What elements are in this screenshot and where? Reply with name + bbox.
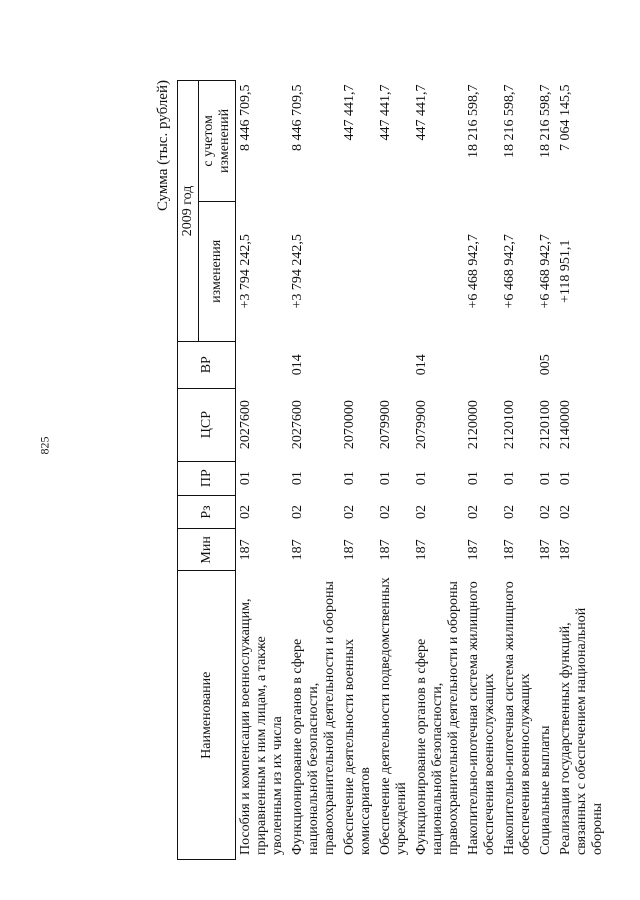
cell-min: 187 (466, 539, 481, 561)
header-pr: ПР (178, 461, 236, 495)
page-number: 825 (37, 436, 52, 455)
cell-csr: 2027600 (238, 400, 253, 450)
cell-min: 187 (342, 539, 357, 561)
cell-min: 187 (502, 539, 517, 561)
header-with-changes: с учетом изменений (199, 81, 236, 202)
cell-change (340, 201, 376, 341)
cell-total: 18 216 598,7 (502, 84, 517, 158)
cell-csr: 2120100 (538, 400, 553, 450)
table-row (376, 81, 412, 860)
budget-table (177, 80, 608, 860)
cell-name: Накопительно-ипотечная система жилищного обеспечения военнослужащих (502, 581, 533, 855)
cell-total: 7 064 145,5 (558, 84, 573, 151)
cell-pr: 01 (238, 471, 253, 486)
cell-rz: 02 (466, 504, 481, 519)
cell-pr: 01 (538, 471, 553, 486)
table-row (500, 81, 536, 860)
header-changes: изменения (199, 201, 236, 341)
cell-pr: 01 (502, 471, 517, 486)
cell-pr: 01 (414, 471, 429, 486)
cell-rz: 02 (290, 504, 305, 519)
cell-csr: 2120100 (502, 400, 517, 450)
cell-pr: 01 (290, 471, 305, 486)
cell-pr: 01 (342, 471, 357, 486)
cell-vr (376, 341, 412, 388)
amount-caption: Сумма (тыс. рублей) (155, 80, 171, 212)
cell-rz: 02 (342, 504, 357, 519)
table-row (536, 81, 556, 860)
header-csr: ЦСР (178, 388, 236, 461)
cell-name: Обеспечение деятельности военных комиссариатов (342, 638, 373, 855)
cell-csr: 2120000 (466, 400, 481, 450)
cell-change: +6 468 942,7 (502, 234, 517, 309)
cell-name: Функционирование органов в сфере национальной безопасности, правоохранительной деятельности и обороны (414, 581, 461, 855)
cell-total: 447 441,7 (342, 84, 357, 141)
table-row (464, 81, 500, 860)
cell-total: 18 216 598,7 (538, 84, 553, 158)
cell-name: Накопительно-ипотечная система жилищного обеспечения военнослужащих (466, 581, 497, 855)
header-rz: Рз (178, 495, 236, 529)
table-row (288, 81, 340, 860)
cell-vr: 014 (414, 354, 429, 376)
cell-change: +6 468 942,7 (466, 234, 481, 309)
cell-name: Обеспечение деятельности подведомственных учреждений (378, 577, 409, 855)
cell-name: Пособия и компенсации военнослужащим, приравненным к ним лицам, а также уволенным из их числа (238, 598, 285, 855)
cell-rz: 02 (558, 504, 573, 519)
cell-vr (500, 341, 536, 388)
cell-total: 447 441,7 (378, 84, 393, 141)
cell-total: 447 441,7 (414, 84, 429, 141)
cell-min: 187 (238, 539, 253, 561)
cell-vr: 014 (290, 354, 305, 376)
cell-csr: 2140000 (558, 400, 573, 450)
cell-vr (464, 341, 500, 388)
cell-change: +3 794 242,5 (290, 234, 305, 309)
cell-pr: 01 (558, 471, 573, 486)
cell-rz: 02 (538, 504, 553, 519)
header-vr: ВР (178, 341, 236, 388)
table-row (556, 81, 608, 860)
cell-min: 187 (290, 539, 305, 561)
cell-change: +3 794 242,5 (238, 234, 253, 309)
table-row (412, 81, 464, 860)
table-body (236, 81, 609, 860)
header-min: Мин (178, 529, 236, 571)
cell-rz: 02 (378, 504, 393, 519)
cell-total: 8 446 709,5 (290, 84, 305, 151)
cell-vr: 005 (538, 354, 553, 376)
cell-csr: 2079900 (414, 400, 429, 450)
cell-vr (340, 341, 376, 388)
cell-rz: 02 (502, 504, 517, 519)
table-row (340, 81, 376, 860)
cell-total: 8 446 709,5 (238, 84, 253, 151)
cell-change: +118 951,1 (558, 239, 573, 303)
header-name: Наименование (178, 571, 236, 860)
cell-vr (236, 341, 289, 388)
cell-min: 187 (414, 539, 429, 561)
cell-min: 187 (538, 539, 553, 561)
table-row (236, 81, 289, 860)
cell-min: 187 (378, 539, 393, 561)
cell-min: 187 (558, 539, 573, 561)
cell-change: +6 468 942,7 (538, 234, 553, 309)
cell-csr: 2027600 (290, 400, 305, 450)
header-year: 2009 год (178, 81, 199, 342)
cell-name: Социальные выплаты (538, 725, 553, 855)
cell-change (376, 201, 412, 341)
cell-csr: 2079900 (378, 400, 393, 450)
rotated-page (155, 80, 640, 860)
cell-pr: 01 (378, 471, 393, 486)
cell-name: Реализация государственных функций, связанных с обеспечением национальной обороны (558, 607, 605, 855)
cell-vr (556, 341, 608, 388)
cell-change (412, 201, 464, 341)
cell-total: 18 216 598,7 (466, 84, 481, 158)
cell-rz: 02 (414, 504, 429, 519)
cell-name: Функционирование органов в сфере национальной безопасности, правоохранительной деятельности и обороны (290, 581, 337, 855)
cell-rz: 02 (238, 504, 253, 519)
cell-pr: 01 (466, 471, 481, 486)
cell-csr: 2070000 (342, 400, 357, 450)
